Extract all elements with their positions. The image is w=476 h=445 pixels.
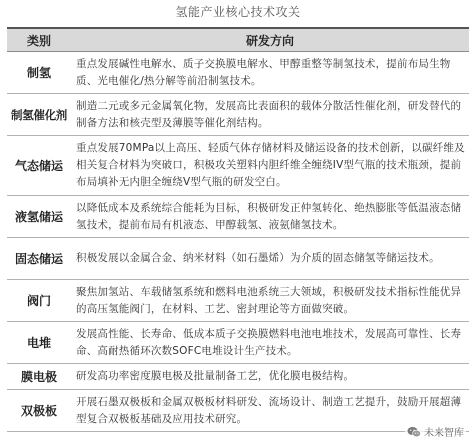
row-category: 电堆 bbox=[7, 322, 71, 364]
wechat-icon bbox=[407, 426, 421, 438]
header-category: 类别 bbox=[7, 28, 71, 52]
table-row bbox=[7, 280, 469, 322]
table-row bbox=[7, 322, 469, 364]
row-description: 制造二元或多元金属氧化物，发展高比表面积的载体分散活性催化剂，研发替代的制备方法和核壳型及薄膜等催化剂结构。 bbox=[71, 94, 469, 136]
page-title: 氢能产业核心技术攻关 bbox=[175, 5, 301, 19]
row-category: 制氢 bbox=[7, 52, 71, 94]
row-description: 发展高性能、长寿命、低成本质子交换膜燃料电池电堆技术，发展高可靠性、长寿命、高耐热循环次数SOFC电堆设计生产技术。 bbox=[71, 322, 469, 364]
row-category: 膜电极 bbox=[7, 364, 71, 390]
table-row bbox=[7, 238, 469, 280]
tech-table bbox=[7, 27, 469, 432]
table-row bbox=[7, 364, 469, 390]
row-category: 气态储运 bbox=[7, 136, 71, 196]
row-description: 重点发展70MPa以上高压、轻质气体存储材料及储运设备的技术创新，以碳纤维及相关复合材料为突破口，积极攻关塑料内胆纤维全缠绕IV型气瓶的技术瓶颈，提前布局填补无内胆全缠绕V型气瓶的研发空白。 bbox=[71, 136, 469, 196]
table-row bbox=[7, 390, 469, 432]
row-description: 重点发展碱性电解水、质子交换膜电解水、甲醇重整等制氢技术，提前布局生物质、光电催化/热分解等前沿制氢技术。 bbox=[71, 52, 469, 94]
header-direction: 研发方向 bbox=[71, 28, 469, 52]
table-header-row bbox=[7, 28, 469, 52]
row-category: 液氢储运 bbox=[7, 196, 71, 238]
row-description: 积极发展以金属合金、纳米材料（如石墨烯）为介质的固态储氢等储运技术。 bbox=[71, 238, 469, 280]
row-category: 阀门 bbox=[7, 280, 71, 322]
watermark bbox=[405, 424, 466, 439]
table-row bbox=[7, 52, 469, 94]
row-description: 研发高功率密度膜电极及批量制备工艺，优化膜电极结构。 bbox=[71, 364, 469, 390]
row-description: 开展石墨双极板和金属双极板材料研发、流场设计、制造工艺提升，鼓励开展超薄型复合双极板基础及应用技术研究。 bbox=[71, 390, 469, 432]
table-row bbox=[7, 196, 469, 238]
table-row bbox=[7, 136, 469, 196]
table-row bbox=[7, 94, 469, 136]
row-category: 固态储运 bbox=[7, 238, 71, 280]
watermark-text: 未来智库 bbox=[424, 428, 464, 439]
row-category: 制氢催化剂 bbox=[7, 94, 71, 136]
row-description: 以降低成本及系统综合能耗为目标，积极研发正仲氢转化、绝热膨胀等低温液态储氢技术，提前布局有机液态、甲醇载氢、液氨储氢技术。 bbox=[71, 196, 469, 238]
row-description: 聚焦加氢站、车载储氢系统和燃料电池系统三大领域，积极研发技术指标性能优异的高压氢能阀门，在材料、工艺、密封理论等方面做突破。 bbox=[71, 280, 469, 322]
row-category: 双极板 bbox=[7, 390, 71, 432]
